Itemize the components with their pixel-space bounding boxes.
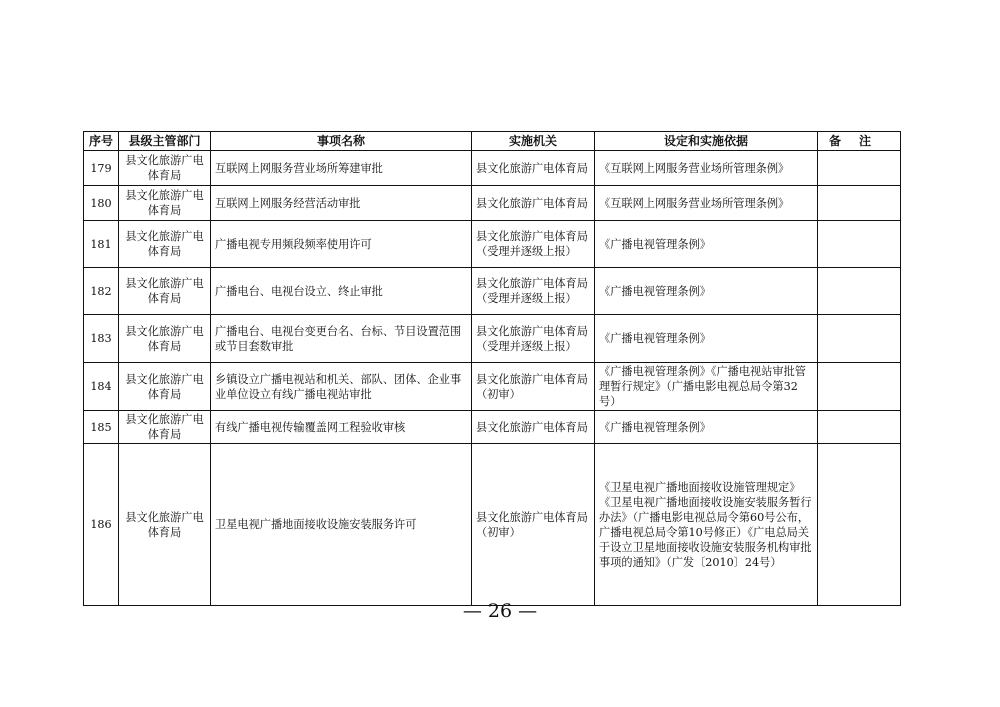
row-basis: 《广播电视管理条例》 (595, 315, 818, 363)
header-seq: 序号 (84, 132, 119, 151)
row-dept: 县文化旅游广电体育局 (119, 151, 211, 186)
row-agency: 县文化旅游广电体育局（受理并逐级上报） (472, 315, 595, 363)
header-item: 事项名称 (211, 132, 472, 151)
header-dept: 县级主管部门 (119, 132, 211, 151)
table-row (84, 363, 901, 411)
row-seq: 179 (84, 151, 119, 186)
table-row (84, 268, 901, 315)
row-basis: 《卫星电视广播地面接收设施管理规定》《卫星电视广播地面接收设施安装服务暂行办法》（广播电影电视总局令第60号公布，广播电视总局令第10号修正）《广电总局关于设立卫星地面接收设施安装服务机构审批事项的通知》（广发〔2010〕24号） (595, 444, 818, 606)
row-note (818, 444, 901, 606)
table-row (84, 151, 901, 186)
row-item: 广播电台、电视台设立、终止审批 (211, 268, 472, 315)
row-note (818, 363, 901, 411)
table-row (84, 444, 901, 606)
row-item: 互联网上网服务经营活动审批 (211, 186, 472, 221)
table-row (84, 186, 901, 221)
approval-items-table (83, 131, 901, 606)
header-remark: 备注 (818, 132, 901, 151)
row-note (818, 186, 901, 221)
row-basis: 《广播电视管理条例》 (595, 221, 818, 268)
row-dept: 县文化旅游广电体育局 (119, 268, 211, 315)
row-note (818, 221, 901, 268)
row-basis: 《广播电视管理条例》 (595, 411, 818, 444)
header-agency: 实施机关 (472, 132, 595, 151)
row-dept: 县文化旅游广电体育局 (119, 444, 211, 606)
row-agency: 县文化旅游广电体育局 (472, 186, 595, 221)
table-row (84, 221, 901, 268)
row-note (818, 268, 901, 315)
row-basis: 《广播电视管理条例》 (595, 268, 818, 315)
row-seq: 184 (84, 363, 119, 411)
row-item: 卫星电视广播地面接收设施安装服务许可 (211, 444, 472, 606)
table-header-row (84, 132, 901, 151)
header-basis: 设定和实施依据 (595, 132, 818, 151)
row-seq: 181 (84, 221, 119, 268)
row-agency: 县文化旅游广电体育局（受理并逐级上报） (472, 268, 595, 315)
row-item: 互联网上网服务营业场所筹建审批 (211, 151, 472, 186)
row-dept: 县文化旅游广电体育局 (119, 411, 211, 444)
row-seq: 182 (84, 268, 119, 315)
row-item: 有线广播电视传输覆盖网工程验收审核 (211, 411, 472, 444)
row-agency: 县文化旅游广电体育局（初审） (472, 363, 595, 411)
table-row (84, 411, 901, 444)
row-basis: 《互联网上网服务营业场所管理条例》 (595, 151, 818, 186)
row-seq: 185 (84, 411, 119, 444)
row-basis: 《广播电视管理条例》《广播电视站审批管理暂行规定》（广播电影电视总局令第32号） (595, 363, 818, 411)
table-row (84, 315, 901, 363)
row-seq: 186 (84, 444, 119, 606)
row-note (818, 315, 901, 363)
row-dept: 县文化旅游广电体育局 (119, 315, 211, 363)
row-seq: 183 (84, 315, 119, 363)
row-dept: 县文化旅游广电体育局 (119, 221, 211, 268)
row-agency: 县文化旅游广电体育局 (472, 151, 595, 186)
row-item: 广播电台、电视台变更台名、台标、节目设置范围或节目套数审批 (211, 315, 472, 363)
row-note (818, 151, 901, 186)
row-dept: 县文化旅游广电体育局 (119, 186, 211, 221)
row-basis: 《互联网上网服务营业场所管理条例》 (595, 186, 818, 221)
row-item: 乡镇设立广播电视站和机关、部队、团体、企业事业单位设立有线广播电视站审批 (211, 363, 472, 411)
row-agency: 县文化旅游广电体育局（初审） (472, 444, 595, 606)
row-dept: 县文化旅游广电体育局 (119, 363, 211, 411)
row-seq: 180 (84, 186, 119, 221)
row-agency: 县文化旅游广电体育局 (472, 411, 595, 444)
page-number: — 26 — (462, 600, 538, 622)
row-agency: 县文化旅游广电体育局（受理并逐级上报） (472, 221, 595, 268)
row-note (818, 411, 901, 444)
row-item: 广播电视专用频段频率使用许可 (211, 221, 472, 268)
